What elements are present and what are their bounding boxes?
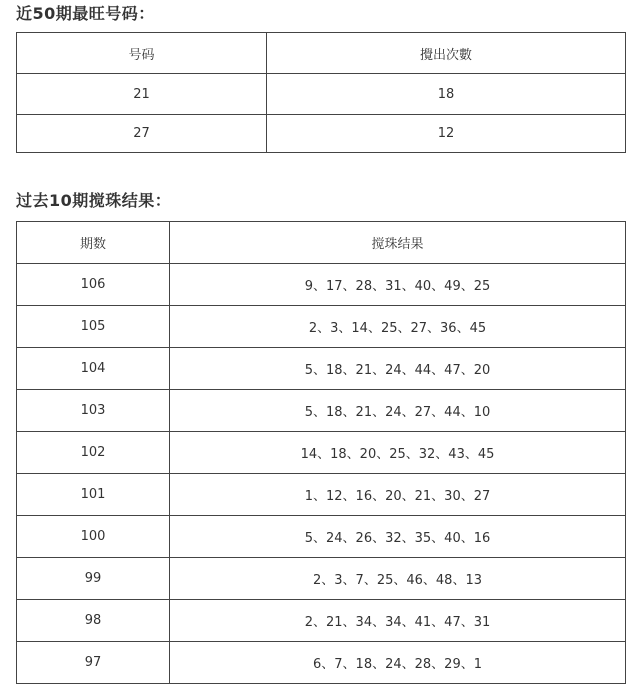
issue-cell: 102: [17, 432, 170, 474]
issue-cell: 105: [17, 306, 170, 348]
table-row: [17, 74, 626, 115]
table-row: [17, 558, 626, 600]
hot-number-cell: 21: [17, 74, 267, 115]
column-header-count: 攪出次數: [267, 33, 626, 74]
table-header-row: [17, 222, 626, 264]
result-cell: 6、7、18、24、28、29、1: [170, 642, 626, 684]
hot-count-cell: 12: [267, 115, 626, 153]
past-draws-table: [16, 221, 626, 684]
result-cell: 14、18、20、25、32、43、45: [170, 432, 626, 474]
result-cell: 1、12、16、20、21、30、27: [170, 474, 626, 516]
hot-number-cell: 27: [17, 115, 267, 153]
table-row: [17, 115, 626, 153]
table-row: [17, 348, 626, 390]
column-header-issue: 期数: [17, 222, 170, 264]
issue-cell: 103: [17, 390, 170, 432]
column-header-result: 搅珠结果: [170, 222, 626, 264]
result-cell: 5、18、21、24、27、44、10: [170, 390, 626, 432]
column-header-number: 号码: [17, 33, 267, 74]
table-row: [17, 306, 626, 348]
past-draws-title: 过去10期搅珠结果：: [16, 191, 172, 210]
table-row: [17, 432, 626, 474]
result-cell: 2、3、7、25、46、48、13: [170, 558, 626, 600]
table-header-row: [17, 33, 626, 74]
issue-cell: 98: [17, 600, 170, 642]
table-row: [17, 390, 626, 432]
issue-cell: 104: [17, 348, 170, 390]
table-row: [17, 516, 626, 558]
table-row: [17, 474, 626, 516]
result-cell: 2、3、14、25、27、36、45: [170, 306, 626, 348]
hot-numbers-table: [16, 32, 626, 153]
table-row: [17, 264, 626, 306]
table-row: [17, 600, 626, 642]
result-cell: 5、24、26、32、35、40、16: [170, 516, 626, 558]
issue-cell: 106: [17, 264, 170, 306]
issue-cell: 100: [17, 516, 170, 558]
hot-count-cell: 18: [267, 74, 626, 115]
hot-numbers-title: 近50期最旺号码：: [16, 4, 155, 23]
issue-cell: 99: [17, 558, 170, 600]
result-cell: 9、17、28、31、40、49、25: [170, 264, 626, 306]
table-row: [17, 642, 626, 684]
result-cell: 5、18、21、24、44、47、20: [170, 348, 626, 390]
issue-cell: 97: [17, 642, 170, 684]
issue-cell: 101: [17, 474, 170, 516]
result-cell: 2、21、34、34、41、47、31: [170, 600, 626, 642]
